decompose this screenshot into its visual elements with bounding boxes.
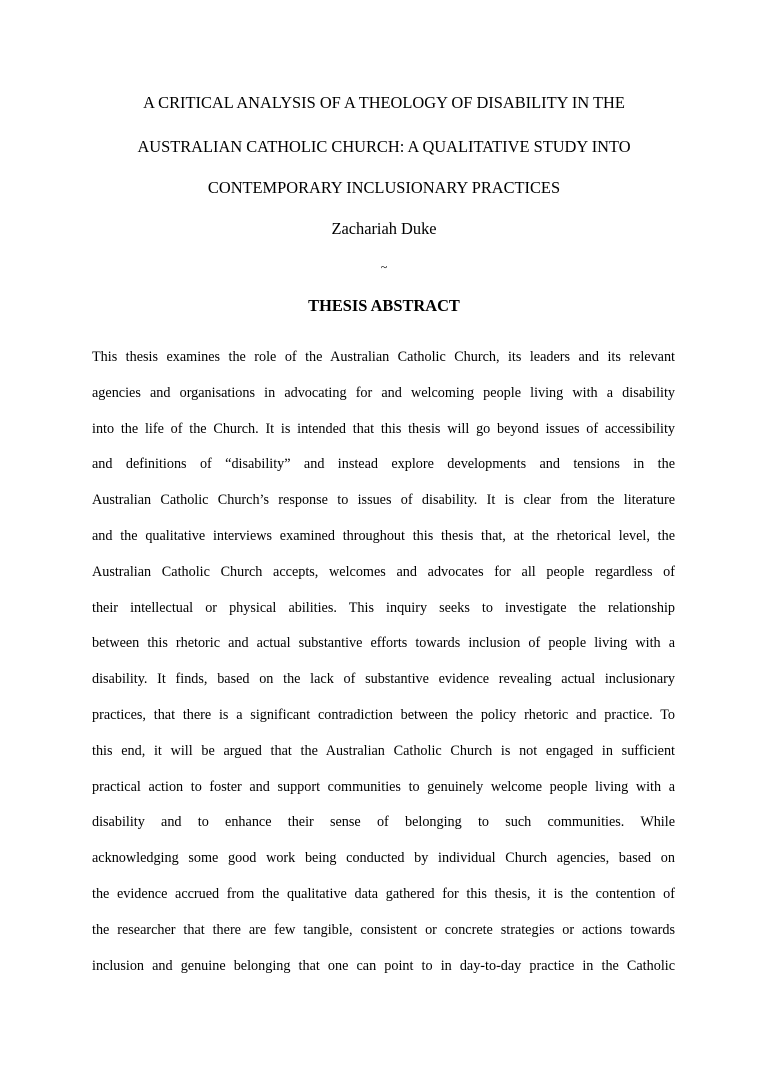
title-line-2: AUSTRALIAN CATHOLIC CHURCH: A QUALITATIVE STUDY INTO (137, 137, 631, 156)
abstract-line: disability and to enhance their sense of belonging to such communities. While (92, 814, 675, 830)
title-line-3: CONTEMPORARY INCLUSIONARY PRACTICES (207, 178, 561, 197)
abstract-heading: THESIS ABSTRACT (308, 296, 460, 315)
abstract-line: agencies and organisations in advocating for and welcoming people living with a disability (92, 385, 675, 401)
abstract-line: and the qualitative interviews examined throughout this thesis that, at the rhetorical level, the (92, 528, 675, 544)
author-name: Zachariah Duke (331, 219, 437, 238)
abstract-line: This thesis examines the role of the Australian Catholic Church, its leaders and its relevant (92, 349, 675, 365)
abstract-line: Australian Catholic Church’s response to issues of disability. It is clear from the literature (92, 492, 675, 508)
abstract-line: their intellectual or physical abilities. This inquiry seeks to investigate the relationship (92, 600, 675, 616)
abstract-line: Australian Catholic Church accepts, welcomes and advocates for all people regardless of (92, 564, 675, 580)
abstract-line: and definitions of “disability” and instead explore developments and tensions in the (92, 456, 675, 472)
abstract-line: this end, it will be argued that the Australian Catholic Church is not engaged in sufficient (92, 743, 675, 759)
abstract-line: disability. It finds, based on the lack of substantive evidence revealing actual inclusionary (92, 671, 675, 687)
abstract-line: between this rhetoric and actual substantive efforts towards inclusion of people living with a (92, 635, 675, 651)
title-line-1: A CRITICAL ANALYSIS OF A THEOLOGY OF DISABILITY IN THE (143, 93, 625, 112)
abstract-line: into the life of the Church. It is intended that this thesis will go beyond issues of accessibility (92, 421, 675, 437)
abstract-line: practices, that there is a significant contradiction between the policy rhetoric and practice. To (92, 707, 675, 723)
abstract-line: inclusion and genuine belonging that one can point to in day-to-day practice in the Catholic (92, 958, 675, 974)
abstract-line: the evidence accrued from the qualitative data gathered for this thesis, it is the contention of (92, 886, 675, 902)
abstract-line: acknowledging some good work being conducted by individual Church agencies, based on (92, 850, 675, 866)
abstract-line: the researcher that there are few tangible, consistent or concrete strategies or actions towards (92, 922, 675, 938)
abstract-line: practical action to foster and support communities to genuinely welcome people living with a (92, 779, 675, 795)
separator-tilde: ~ (380, 260, 388, 274)
